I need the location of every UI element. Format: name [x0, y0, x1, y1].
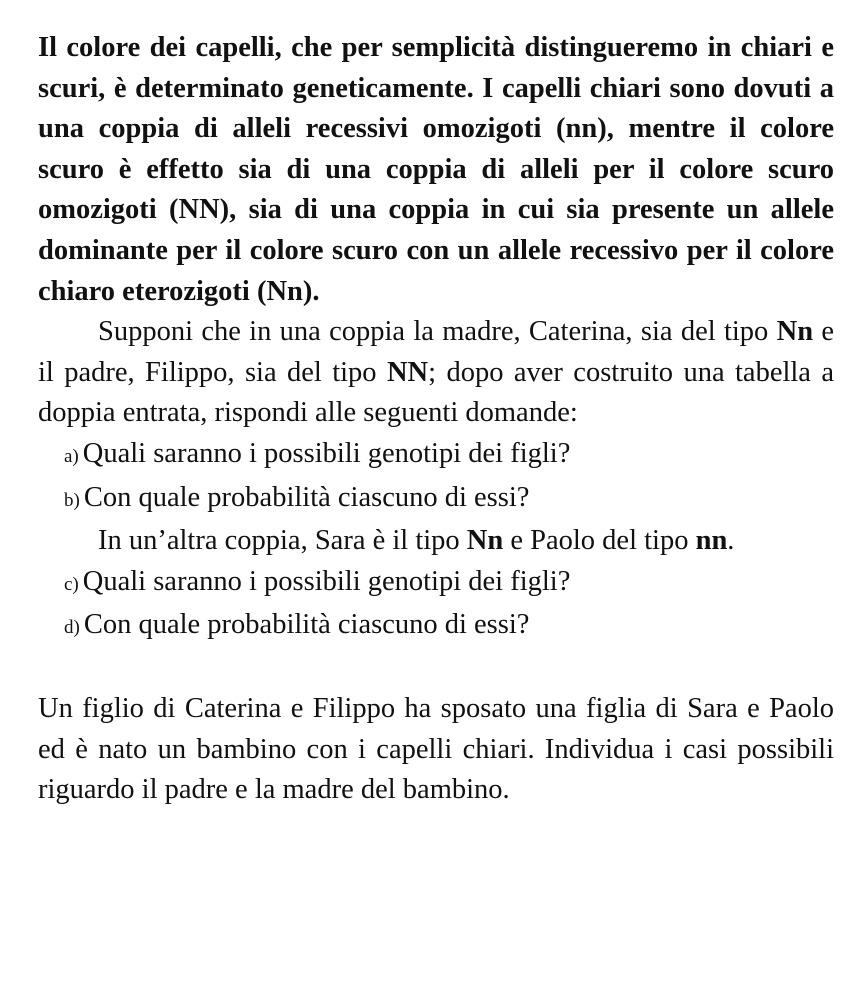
exercise-page [38, 28, 834, 811]
case1-paragraph [38, 312, 834, 434]
case1-text-part2: e il padre, Filippo, sia del tipo [38, 316, 835, 388]
case2-text-part3: . [727, 525, 735, 557]
case1-mother-genotype: Nn [776, 316, 814, 348]
question-d-text: Con quale probabilità ciascuno di essi? [83, 609, 530, 641]
question-b-text: Con quale probabilità ciascuno di essi? [83, 481, 530, 513]
question-c-text: Quali saranno i possibili genotipi dei figli? [82, 565, 571, 597]
case1-father-genotype: NN [386, 356, 429, 388]
case2-text-part1: In un’altra coppia, Sara è il tipo [98, 525, 467, 557]
final-paragraph: Un figlio di Caterina e Filippo ha sposato una figlia di Sara e Paolo ed è nato un bambino con i capelli chiari. Individua i casi possibili riguardo il padre e la madre del bambino. [38, 692, 834, 806]
question-c [38, 562, 834, 606]
intro-paragraph: Il colore dei capelli, che per semplicità distingueremo in chiari e scuri, è determinato geneticamente. I capelli chiari sono dovuti a una coppia di alleli recessivi omozigoti (nn), mentre il colore scuro è effetto sia di una coppia di alleli per il colore scuro omozigoti (NN), sia di una coppia in cui sia presente un allele dominante per il colore scuro con un allele recessivo per il colore chiaro eterozigoti (Nn). [38, 32, 834, 307]
case1-text-part1: Supponi che in una coppia la madre, Caterina, sia del tipo [98, 316, 777, 348]
question-b [38, 478, 834, 522]
case2-paragraph [38, 521, 834, 562]
question-a-marker: a) [64, 445, 79, 467]
case2-text-part2: e Paolo del tipo [503, 525, 696, 557]
section-gap [38, 649, 834, 689]
case2-mother-genotype: Nn [466, 525, 504, 557]
case2-father-genotype: nn [695, 525, 728, 557]
question-d-marker: d) [64, 617, 80, 639]
case1-text-part3: ; dopo aver costruito una tabella a doppia entrata, rispondi alle seguenti domande: [38, 356, 835, 429]
question-d [38, 605, 834, 649]
question-a [38, 434, 834, 478]
question-a-text: Quali saranno i possibili genotipi dei figli? [82, 437, 571, 469]
question-c-marker: c) [64, 573, 79, 595]
question-b-marker: b) [64, 489, 80, 511]
